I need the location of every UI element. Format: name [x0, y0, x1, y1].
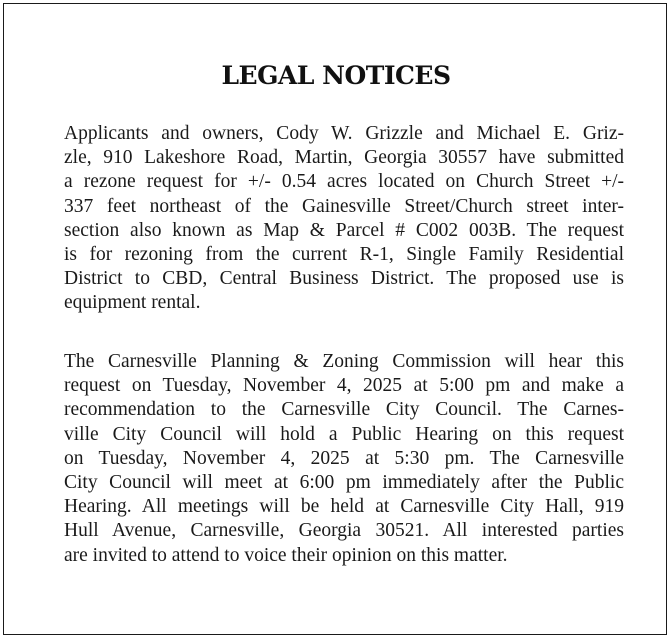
text-line: section also known as Map & Parcel # C002 003B. The request: [64, 219, 624, 241]
text-line: a rezone request for +/- 0.54 acres located on Church Street +/-: [64, 171, 624, 193]
text-line: recommendation to the Carnesville City Council. The Carnes-: [64, 399, 624, 421]
text-line: Hearing. All meetings will be held at Carnesville City Hall, 919: [64, 496, 624, 518]
text-line: City Council will meet at 6:00 pm immediately after the Public: [64, 472, 624, 494]
text-line: equipment rental.: [64, 292, 201, 314]
text-line: ville City Council will hold a Public Hearing on this request: [64, 423, 624, 445]
text-line: 337 feet northeast of the Gainesville Street/Church street inter-: [64, 195, 624, 217]
text-line: are invited to attend to voice their opinion on this matter.: [64, 544, 508, 566]
text-line: Hull Avenue, Carnesville, Georgia 30521. All interested parties: [64, 520, 624, 542]
text-line: request on Tuesday, November 4, 2025 at 5:00 pm and make a: [64, 375, 624, 397]
text-line: on Tuesday, November 4, 2025 at 5:30 pm. The Carnesville: [64, 447, 624, 469]
text-line: Applicants and owners, Cody W. Grizzle and Michael E. Griz-: [64, 123, 624, 144]
notice-title: LEGAL NOTICES: [221, 61, 451, 90]
notice-paragraph-2: [64, 350, 624, 568]
text-line: The Carnesville Planning & Zoning Commission will hear this: [64, 351, 624, 372]
text-line: is for rezoning from the current R-1, Single Family Residential: [64, 244, 624, 266]
text-line: District to CBD, Central Business District. The proposed use is: [64, 268, 624, 290]
text-line: zle, 910 Lakeshore Road, Martin, Georgia 30557 have submitted: [64, 147, 624, 169]
notice-paragraph-1: [64, 122, 624, 316]
